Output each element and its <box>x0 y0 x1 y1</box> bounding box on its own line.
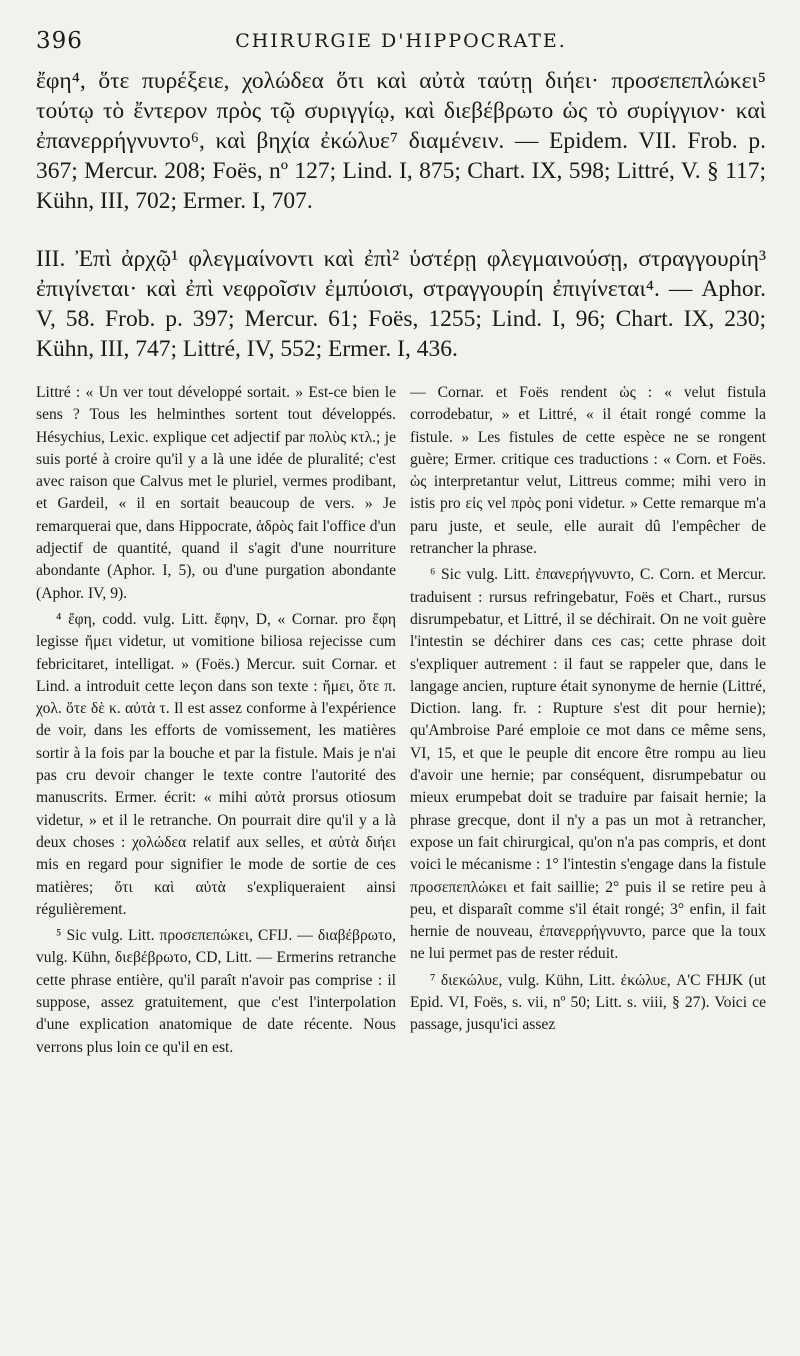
left-column <box>36 382 396 1063</box>
greek-citation-1: ἔφη⁴, ὅτε πυρέξειε, χολώδεα ὅτι καὶ αὐτὰ ταύτῃ διήει· προσεπεπλώκει⁵ τούτῳ τὸ ἔντερον πρὸς τῷ συριγγίῳ, καὶ διεβέβρωτο ὡς τὸ συρίγγιον· καὶ ἐπανερρήγνυντο⁶, καὶ βηχία ἐκώλυε⁷ διαμένειν. — Epidem. VII. Frob. p. 367; Mercur. 208; Foës, nº 127; Lind. I, 875; Chart. IX, 598; Littré, V. § 117; Kühn, III, 702; Ermer. I, 707. <box>36 68 766 214</box>
note-paragraph: ⁷ διεκώλυε, vulg. Kühn, Litt. ἐκώλυε, A'C FHJK (ut Epid. VI, Foës, s. vii, nº 50; Litt. s. viii, § 27). Voici ce passage, jusqu'ici assez <box>410 971 766 1034</box>
note-paragraph: Littré : « Un ver tout développé sortait. » Est-ce bien le sens ? Tous les helminthes sortent tout développés. Hésychius, Lexic. explique cet adjectif par πολὺς κτλ.; je suis porté à croire qu'il y a là une idée de pluralité; c'est avec raison que Calvus met le pluriel, vermes prodibant, et Gardeil, « il en sortait beaucoup de vers. » Je remarquerai que, dans Hippocrate, ἁδρὸς fait l'office d'un adjectif de quantité, quand il s'agit d'une nourriture abondante (Aphor. I, 5), ou d'une purgation abondante (Aphor. IV, 9). <box>36 384 396 602</box>
page-number: 396 <box>36 28 83 54</box>
note-paragraph: ⁵ Sic vulg. Litt. προσεπεπώκει, CFIJ. — διαβέβρωτο, vulg. Kühn, διεβέβρωτο, CD, Litt. — Ermerins retranche cette phrase entière, qu'il paraît n'avoir pas comprise : il suppose, assez gratuitement, que c'est l'interpolation d'une explication anatomique de date récente. Nous verrons plus loin ce qu'il en est. <box>36 927 396 1056</box>
note-paragraph: — Cornar. et Foës rendent ὡς : « velut fistula corrodebatur, » et Littré, « il était rongé comme la fistule. » Les fistules de cette espèce ne se rongent guère; Ermer. critique ces traductions : « Corn. et Foës. ὡς interpretantur velut, Littreus comme; mihi vero in istis pro εἰς vel πρὸς poni videtur. » Cette remarque m'a paru juste, et seule, elle aurait dû l'empêcher de retrancher la phrase. <box>410 384 766 558</box>
notes-columns <box>36 382 766 1063</box>
greek-citation-2: III. Ἐπὶ ἀρχῷ¹ φλεγμαίνοντι καὶ ἐπὶ² ὑστέρῃ φλεγμαινούσῃ, στραγγουρίη³ ἐπιγίνεται· καὶ ἐπὶ νεφροῖσιν ἐμπύοισι, στραγγουρίη ἐπιγίνεται⁴. — Aphor. V, 58. Frob. p. 397; Mercur. 61; Foës, 1255; Lind. I, 96; Chart. IX, 230; Kühn, III, 747; Littré, IV, 552; Ermer. I, 436. <box>36 246 766 362</box>
note-paragraph: ⁴ ἔφη, codd. vulg. Litt. ἔφην, D, « Cornar. pro ἔφη legisse ἤμει videtur, ut vomitione biliosa rejecisse cum febricitaret, intelligat. » (Foës.) Mercur. suit Cornar. et Lind. a introduit cette leçon dans son texte : ἤμει, ὅτε π. χολ. ὅτε δὲ κ. αὐτὰ τ. Il est assez conforme à l'expérience de voir, dans les efforts de vomissement, les matières sortir à la fois par la bouche et par la fistule. Mais je n'ai pas cru devoir changer le texte contre l'autorité des manuscrits. Ermer. écrit: « mihi αὐτὰ prorsus otiosum videtur, » et il le retranche. On pourrait dire qu'il y a là deux choses : χολώδεα relatif aux selles, et αὐτὰ διήει mis en regard pour signifier le mode de sortie de ces matières; ὅτι καὶ αὐτὰ s'expliqueraient ainsi régulièrement. <box>36 610 396 918</box>
running-head: CHIRURGIE D'HIPPOCRATE. <box>235 30 567 52</box>
page-header <box>36 22 766 62</box>
note-paragraph: ⁶ Sic vulg. Litt. ἐπανερήγνυντο, C. Corn. et Mercur. traduisent : rursus refringebatur, Foës et Chart., rursus disrumpebatur, et Littré, il se déchirait. On ne voit guère l'intestin se déchirer dans ces cas; cette phrase doit s'expliquer autrement : il faut se rappeler que, dans le langage ancien, rupture était synonyme de hernie (Littré, Diction. lang. fr. : Rupture s'est dit pour hernie); qu'Ambroise Paré emploie ce mot dans ce même sens, VI, 15, et que le peuple dit encore être rompu au lieu d'avoir une hernie; par conséquent, disrumpebatur ou mieux erumpebat doit se traduire par faisait hernie; la phrase grecque, dont il n'y a pas un mot à retrancher, expose un fait chirurgical, qu'on n'a pas compris, et dont voici le mécanisme : 1° l'intestin s'engage dans la fistule προσεπεπλώκει et fait saillie; 2° puis il se retire peu à peu, et disparaît comme s'il était rongé; 3° enfin, il fait hernie de nouveau, ἐπανερρήγνυντο, parce que la toux ne lui permet pas de rester réduit. <box>410 566 766 963</box>
right-column <box>410 382 766 1063</box>
